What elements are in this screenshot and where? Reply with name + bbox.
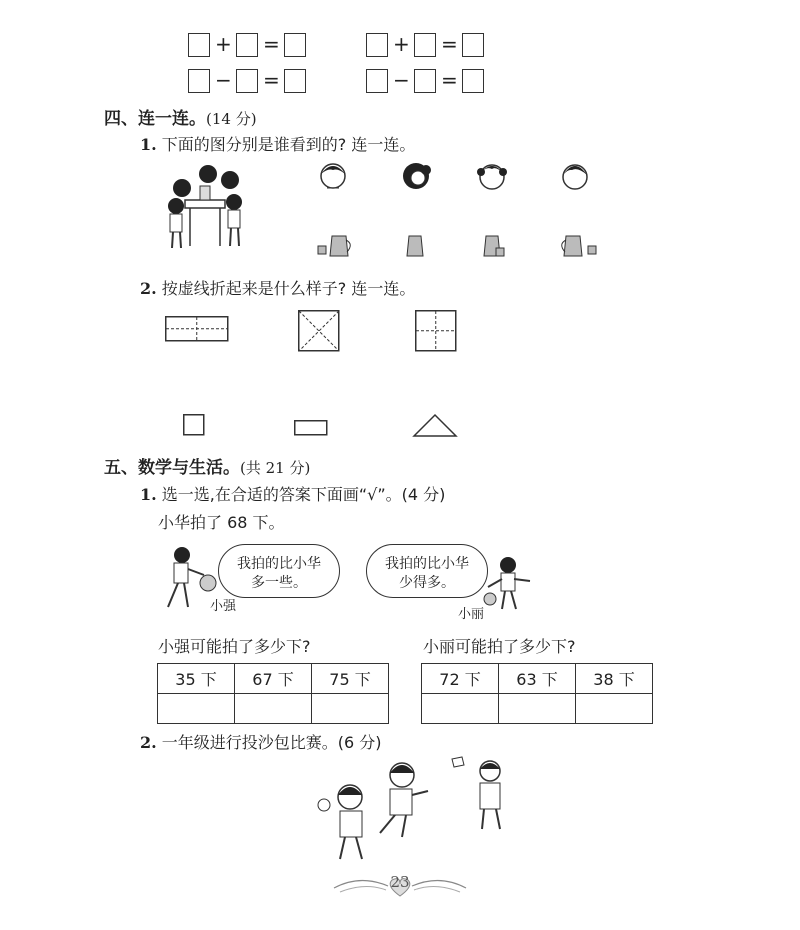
option-cell: 72 下 [422,664,499,694]
kettle-view-4-icon [560,232,600,260]
answer-table-right [421,663,653,724]
children-around-table-illustration [160,162,250,252]
question-right: 小丽可能拍了多少下? [423,637,576,656]
section-title: 五、数学与生活。 [104,458,240,478]
option-cell: 35 下 [158,664,235,694]
tick-cell[interactable] [312,694,389,724]
section-points: (共 21 分) [240,459,311,477]
answer-box[interactable] [188,69,210,93]
question-4-1 [140,132,415,155]
option-cell: 67 下 [235,664,312,694]
name-label-xiaoli: 小丽 [458,607,485,622]
kettle-view-1-icon [314,232,354,260]
given-fact: 小华拍了 68 下。 [158,513,285,532]
option-cell: 75 下 [312,664,389,694]
question-text: 按虚线折起来是什么样子? 连一连。 [161,279,416,298]
answer-box[interactable] [462,33,484,57]
option-cell: 63 下 [499,664,576,694]
girl-bouncing-ball-illustration [480,555,540,615]
answer-box[interactable] [414,69,436,93]
answer-box[interactable] [462,69,484,93]
minus-sign: − [215,68,232,92]
question-5-1 [140,482,445,505]
girl-head-icon [400,160,432,196]
answer-box[interactable] [366,69,388,93]
page-number: 23 [390,873,410,891]
question-left: 小强可能拍了多少下? [158,637,311,656]
section-points: (14 分) [206,110,257,128]
triangle-result-shape [413,414,457,437]
square-with-diagonal-folds-shape [298,310,340,352]
minus-sign: − [393,68,410,92]
section-5-heading [104,453,310,478]
equals-sign: = [441,32,458,56]
answer-box[interactable] [284,33,306,57]
sandbag-throwing-illustration [310,755,530,870]
kettle-view-3-icon [478,232,508,260]
answer-box[interactable] [188,33,210,57]
plus-sign: + [215,32,232,56]
tick-cell[interactable] [499,694,576,724]
small-rectangle-result-shape [294,420,328,436]
answer-box[interactable] [236,69,258,93]
question-number: 1. [140,485,157,504]
rectangle-with-fold-line-shape [165,316,229,342]
answer-box[interactable] [236,33,258,57]
equals-sign: = [263,68,280,92]
equals-sign: = [263,32,280,56]
question-number: 2. [140,733,157,752]
answer-table-left [157,663,389,724]
question-text: 一年级进行投沙包比赛。(6 分) [161,733,382,752]
tick-cell[interactable] [576,694,653,724]
square-with-cross-folds-shape [415,310,457,352]
speech-bubble-left: 我拍的比小华多一些。 [218,544,340,598]
girl-side-head-icon [476,160,508,196]
boy-side-head-icon [560,160,590,196]
kettle-view-2-icon [402,232,428,260]
section-title: 四、连一连。 [104,109,206,129]
question-5-2 [140,730,382,753]
equals-sign: = [441,68,458,92]
question-text: 下面的图分别是谁看到的? 连一连。 [161,135,416,154]
option-cell: 38 下 [576,664,653,694]
boy-head-icon [318,160,348,196]
name-label-xiaoqiang: 小强 [210,599,237,614]
speech-bubble-right: 我拍的比小华少得多。 [366,544,488,598]
answer-box[interactable] [284,69,306,93]
section-4-heading [104,104,257,129]
answer-box[interactable] [414,33,436,57]
tick-cell[interactable] [158,694,235,724]
tick-cell[interactable] [235,694,312,724]
question-number: 1. [140,135,157,154]
tick-cell[interactable] [422,694,499,724]
question-number: 2. [140,279,157,298]
answer-box[interactable] [366,33,388,57]
question-4-2 [140,276,415,299]
small-square-result-shape [183,414,205,436]
question-text: 选一选,在合适的答案下面画“√”。(4 分) [161,485,446,504]
plus-sign: + [393,32,410,56]
